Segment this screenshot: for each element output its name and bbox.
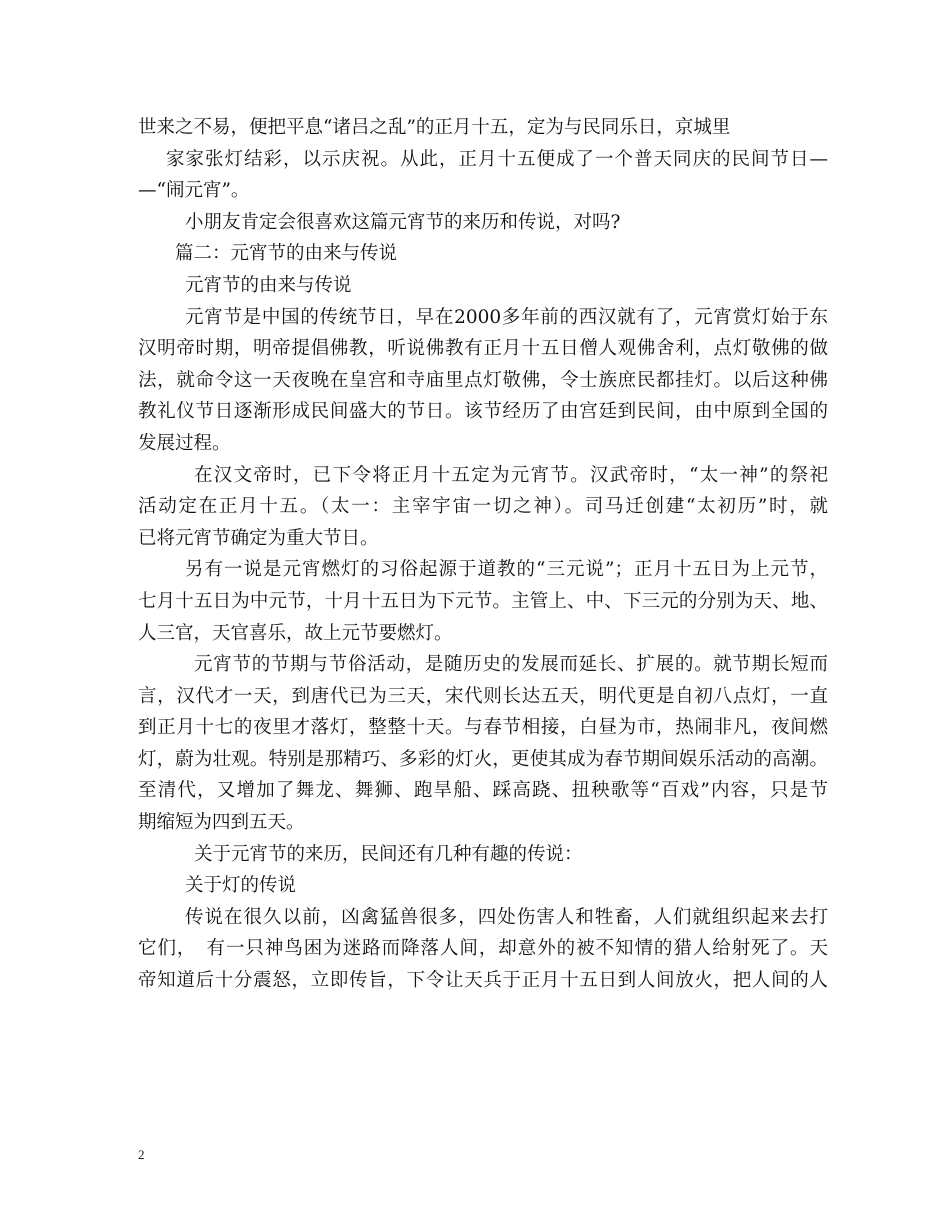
text-line: 帝知道后十分震怒，立即传旨，下令让天兵于正月十五日到人间放火，把人间的人 (138, 970, 828, 992)
page-number: 2 (138, 1147, 145, 1162)
text-line: 家家张灯结彩，以示庆祝。从此，正月十五便成了一个普天同庆的民间节日— (166, 148, 828, 170)
text-line: 发展过程。 (138, 432, 231, 454)
document-page (138, 112, 828, 997)
text-line: 小朋友肯定会很喜欢这篇元宵节的来历和传说，对吗? (185, 211, 621, 233)
text-line: 法，就命令这一天夜晚在皇宫和寺庙里点灯敬佛，令士族庶民都挂灯。以后这种佛 (138, 369, 828, 391)
text-line: —“闹元宵”。 (138, 180, 250, 202)
text-line: 灯，蔚为壮观。特别是那精巧、多彩的灯火，更使其成为春节期间娱乐活动的高潮。 (138, 748, 828, 770)
text-line: 它们， 有一只神鸟困为迷路而降落人间，却意外的被不知情的猎人给射死了。天 (138, 938, 828, 960)
text-line: 汉明帝时期，明帝提倡佛教，听说佛教有正月十五日僧人观佛舍利，点灯敬佛的做 (138, 338, 828, 360)
text-line: 教礼仪节日逐渐形成民间盛大的节日。该节经历了由宫廷到民间，由中原到全国的 (138, 401, 828, 423)
text-line: 已将元宵节确定为重大节日。 (138, 527, 379, 549)
text-line: 世来之不易，便把平息“诸吕之乱”的正月十五，定为与民同乐日，京城里 (138, 117, 731, 138)
text-line: 元宵节的由来与传说 (185, 274, 352, 296)
text-line: 期缩短为四到五天。 (138, 812, 305, 834)
text-line: 元宵节是中国的传统节日，早在2000多年前的西汉就有了，元宵赏灯始于东 (185, 306, 828, 328)
text-line: 传说在很久以前，凶禽猛兽很多，四处伤害人和牲畜，人们就组织起来去打 (185, 906, 828, 928)
text-line: 言，汉代才一天，到唐代已为三天，宋代则长达五天，明代更是自初八点灯，一直 (138, 685, 828, 707)
text-line: 元宵节的节期与节俗活动，是随历史的发展而延长、扩展的。就节期长短而 (194, 654, 828, 676)
text-line: 七月十五日为中元节，十月十五日为下元节。主管上、中、下三元的分别为天、地、 (138, 590, 828, 612)
text-line: 活动定在正月十五。（太一：主宰宇宙一切之神）。司马迁创建“太初历”时，就 (138, 496, 828, 518)
text-line: 到正月十七的夜里才落灯，整整十天。与春节相接，白昼为市，热闹非凡，夜间燃 (138, 717, 828, 739)
text-line: 人三官，天官喜乐，故上元节要燃灯。 (138, 622, 453, 644)
text-line: 篇二：元宵节的由来与传说 (175, 243, 398, 265)
text-line: 在汉文帝时，已下令将正月十五定为元宵节。汉武帝时，“太一神”的祭祀 (194, 464, 828, 486)
text-line: 关于元宵节的来历，民间还有几种有趣的传说： (194, 843, 583, 865)
text-line: 关于灯的传说 (185, 875, 297, 897)
text-line: 另有一说是元宵燃灯的习俗起源于道教的“三元说”；正月十五日为上元节， (185, 559, 828, 581)
text-line: 至清代，又增加了舞龙、舞狮、跑旱船、踩高跷、扭秧歌等“百戏”内容，只是节 (138, 780, 828, 802)
